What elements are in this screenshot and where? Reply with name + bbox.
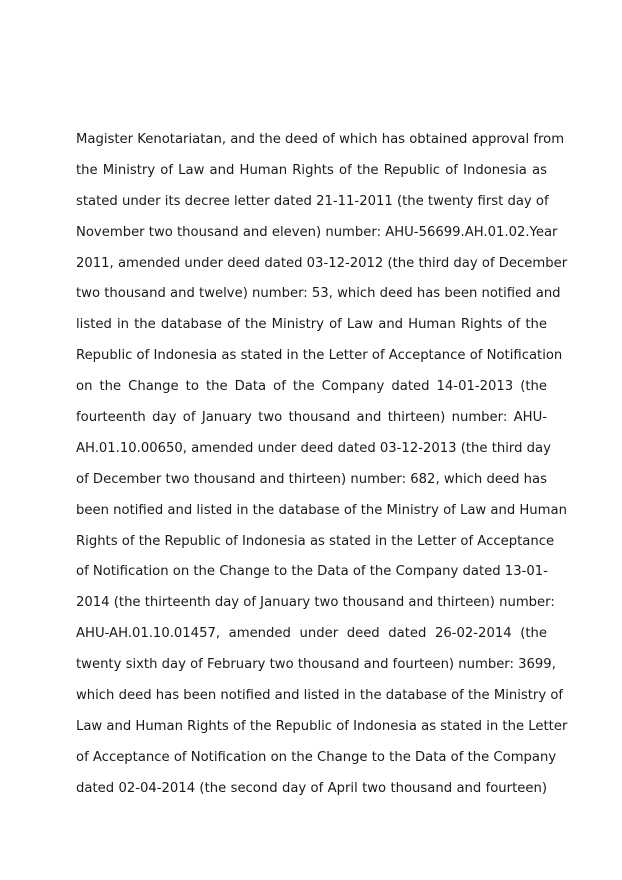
text-line: Rights of the Republic of Indonesia as stated in the Letter of Acceptance xyxy=(76,533,555,549)
text-line: of December two thousand and thirteen) number: 682, which deed has xyxy=(76,471,547,487)
text-line: which deed has been notified and listed in the database of the Ministry of xyxy=(76,688,564,704)
text-line: twenty sixth day of February two thousand and fourteen) number: 3699, xyxy=(76,657,556,673)
text-line: dated 02-04-2014 (the second day of April two thousand and fourteen) xyxy=(76,780,547,796)
text-line: fourteenth day of January two thousand and thirteen) number: AHU- xyxy=(76,410,547,426)
text-line: 2011, amended under deed dated 03-12-2012 (the third day of December xyxy=(76,255,568,271)
text-line: Law and Human Rights of the Republic of Indonesia as stated in the Letter xyxy=(76,718,568,734)
text-line: Republic of Indonesia as stated in the Letter of Acceptance of Notification xyxy=(76,348,563,364)
text-line: AHU-AH.01.10.01457, amended under deed dated 26-02-2014 (the xyxy=(76,626,547,642)
text-line: November two thousand and eleven) number: AHU-56699.AH.01.02.Year xyxy=(76,224,558,240)
text-line: the Ministry of Law and Human Rights of the Republic of Indonesia as xyxy=(76,162,547,178)
text-line: listed in the database of the Ministry of Law and Human Rights of the xyxy=(76,317,547,333)
text-line: two thousand and twelve) number: 53, which deed has been notified and xyxy=(76,286,561,302)
body-paragraph xyxy=(76,128,568,808)
text-line: 2014 (the thirteenth day of January two thousand and thirteen) number: xyxy=(76,595,555,611)
text-line: of Acceptance of Notification on the Change to the Data of the Company xyxy=(76,749,557,765)
text-line: AH.01.10.00650, amended under deed dated 03-12-2013 (the third day xyxy=(76,440,551,456)
text-line: of Notification on the Change to the Data of the Company dated 13-01- xyxy=(76,564,548,580)
text-line: on the Change to the Data of the Company dated 14-01-2013 (the xyxy=(76,379,547,395)
text-line: stated under its decree letter dated 21-11-2011 (the twenty first day of xyxy=(76,193,549,209)
text-line: been notified and listed in the database of the Ministry of Law and Human xyxy=(76,502,567,518)
text-line: Magister Kenotariatan, and the deed of which has obtained approval from xyxy=(76,132,565,147)
